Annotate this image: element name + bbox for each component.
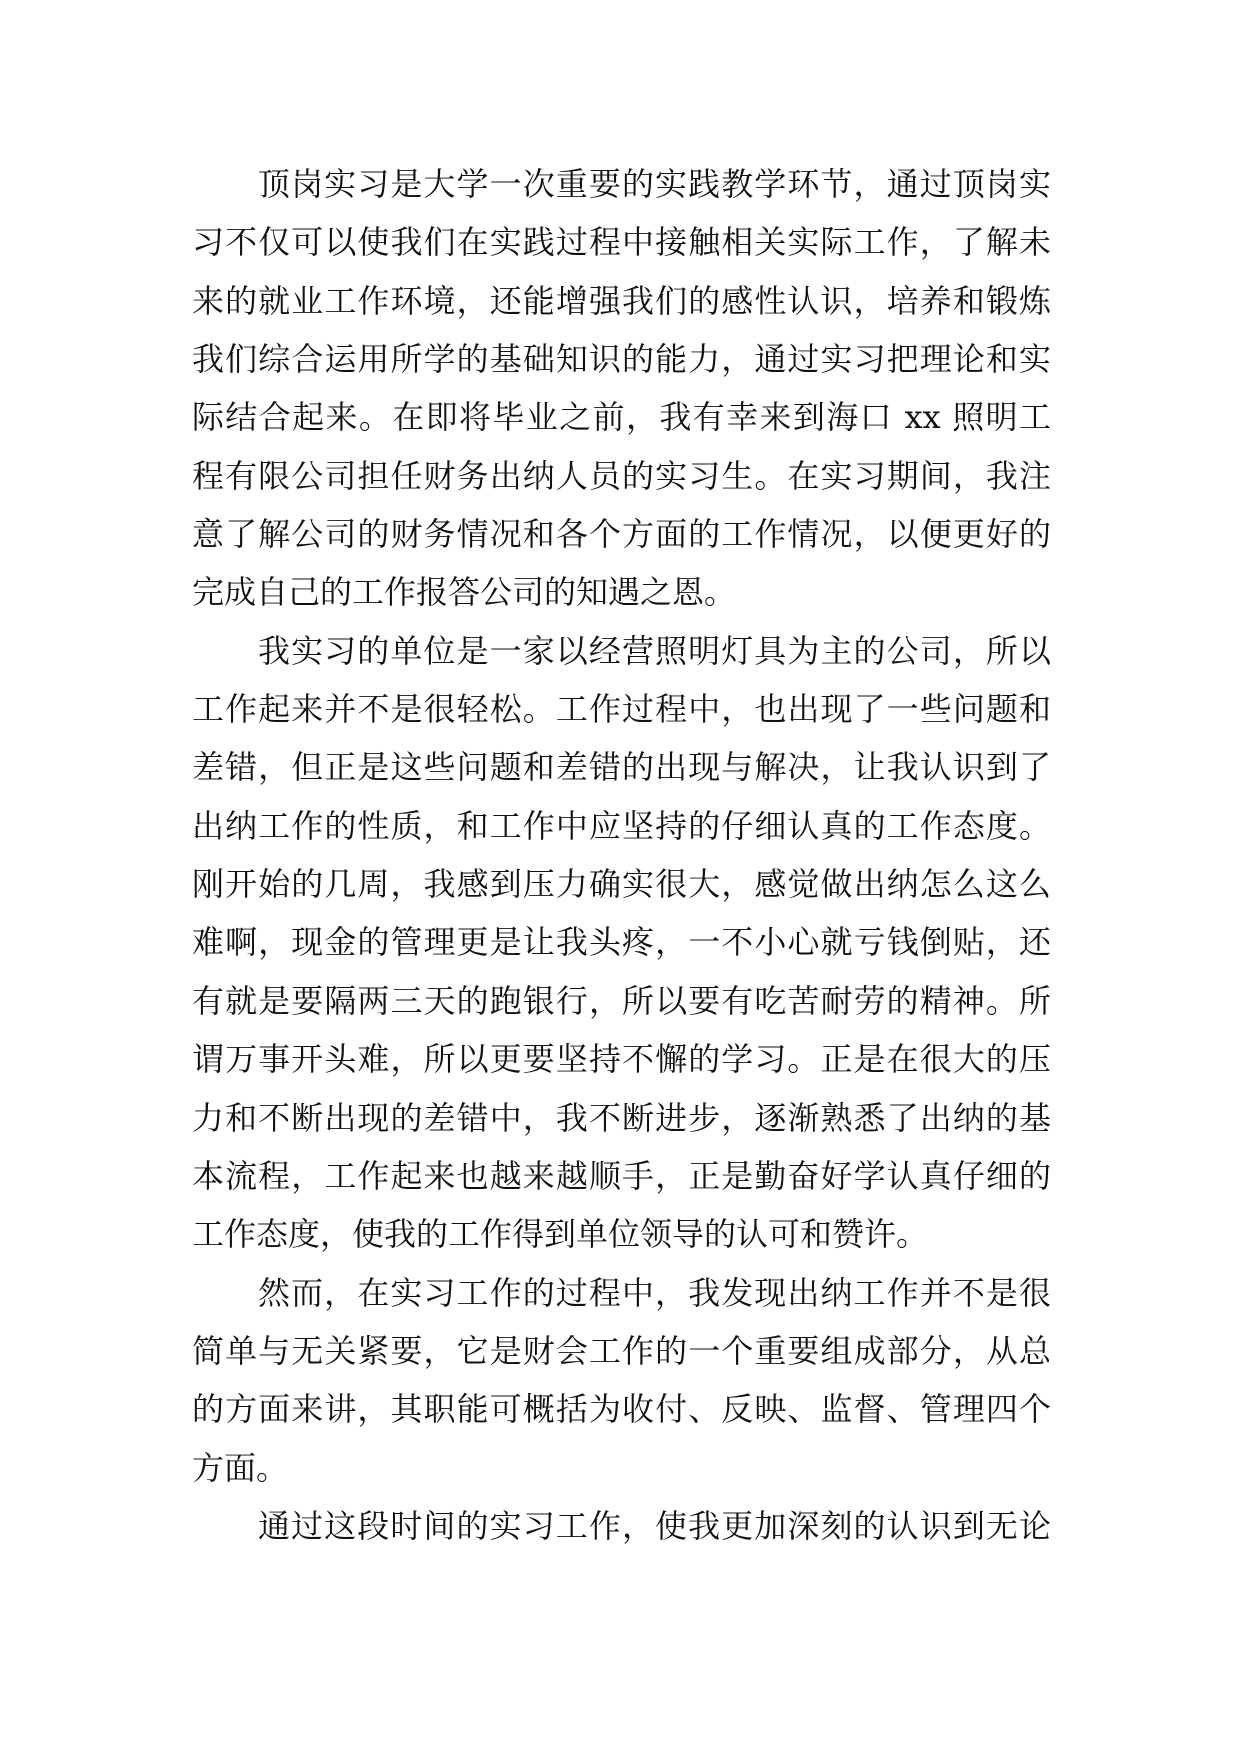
text-line: 差错，但正是这些问题和差错的出现与解决，让我认识到了 [192, 748, 1051, 787]
text-line: 程有限公司担任财务出纳人员的实习生。在实习期间，我注 [192, 456, 1051, 495]
text-line: 我实习的单位是一家以经营照明灯具为主的公司，所以 [258, 631, 1051, 670]
text-line: 刚开始的几周，我感到压力确实很大，感觉做出纳怎么这么 [192, 865, 1051, 904]
text-line: 的方面来讲，其职能可概括为收付、反映、监督、管理四个 [192, 1390, 1051, 1429]
text-line: 有就是要隔两三天的跑银行，所以要有吃苦耐劳的精神。所 [192, 981, 1051, 1020]
text-line: 方面。 [192, 1448, 289, 1487]
document-body [192, 155, 1051, 1555]
text-line: 工作起来并不是很轻松。工作过程中，也出现了一些问题和 [192, 690, 1051, 729]
text-line: 际结合起来。在即将毕业之前，我有幸来到海口 xx 照明工 [192, 398, 1051, 437]
text-line: 出纳工作的性质，和工作中应坚持的仔细认真的工作态度。 [192, 806, 1051, 845]
text-line: 通过这段时间的实习工作，使我更加深刻的认识到无论 [258, 1506, 1051, 1545]
text-line: 意了解公司的财务情况和各个方面的工作情况，以便更好的 [192, 515, 1051, 554]
text-line: 来的就业工作环境，还能增强我们的感性认识，培养和锻炼 [192, 281, 1051, 320]
text-line: 我们综合运用所学的基础知识的能力，通过实习把理论和实 [192, 340, 1051, 379]
paragraph-2 [192, 622, 1051, 1264]
text-line: 难啊，现金的管理更是让我头疼，一不小心就亏钱倒贴，还 [192, 923, 1051, 962]
paragraph-1 [192, 155, 1051, 622]
text-line: 完成自己的工作报答公司的知遇之恩。 [192, 573, 737, 612]
paragraph-3 [192, 1264, 1051, 1497]
text-line: 工作态度，使我的工作得到单位领导的认可和赞许。 [192, 1215, 929, 1254]
text-line: 简单与无关紧要，它是财会工作的一个重要组成部分，从总 [192, 1331, 1051, 1370]
text-line: 习不仅可以使我们在实践过程中接触相关实际工作，了解未 [192, 223, 1051, 262]
paragraph-4 [192, 1497, 1051, 1555]
text-line: 然而，在实习工作的过程中，我发现出纳工作并不是很 [258, 1273, 1051, 1312]
text-line: 本流程，工作起来也越来越顺手，正是勤奋好学认真仔细的 [192, 1156, 1051, 1195]
text-line: 谓万事开头难，所以更要坚持不懈的学习。正是在很大的压 [192, 1040, 1051, 1079]
text-line: 力和不断出现的差错中，我不断进步，逐渐熟悉了出纳的基 [192, 1098, 1051, 1137]
text-line: 顶岗实习是大学一次重要的实践教学环节，通过顶岗实 [258, 165, 1051, 203]
